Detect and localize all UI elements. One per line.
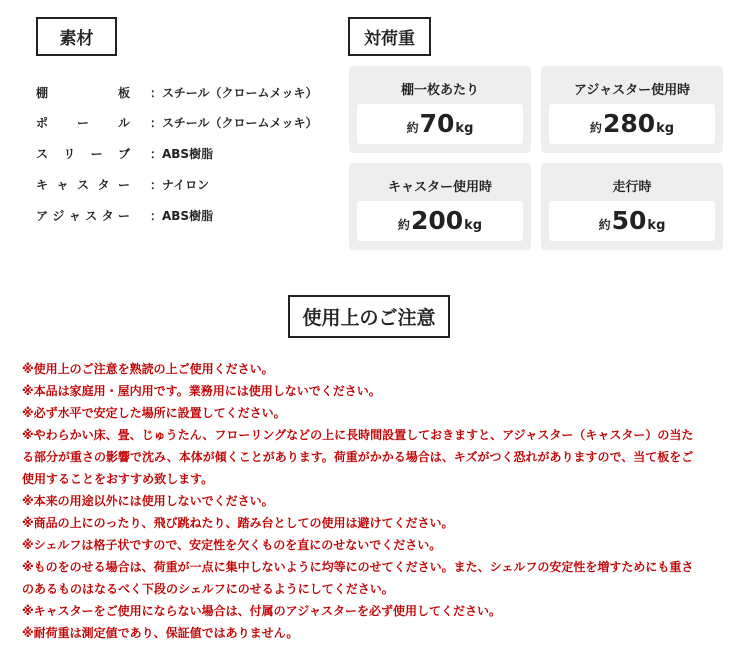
load-card-adjuster [541, 66, 723, 153]
material-row [36, 205, 213, 225]
caution-line: ※シェルフは格子状ですので、安定性を欠くものを直にのせないでください。 [22, 538, 442, 552]
load-unit: kg [656, 121, 675, 136]
load-card-title: キャスター使用時 [387, 180, 492, 195]
material-label: 棚 板 [36, 85, 130, 100]
material-label: ア ジ ャ ス タ ー [36, 208, 130, 223]
caution-line: 使用することをおすすめ致します。 [22, 472, 214, 486]
load-card-value-box [357, 104, 523, 144]
load-unit: kg [464, 218, 483, 233]
caution-notes [22, 358, 728, 644]
caution-line: のあるものはなるべく下段のシェルフにのせるようにしてください。 [22, 582, 394, 596]
caution-line: る部分が重さの影響で沈み、本体が傾くことがあります。荷重がかかる場合は、キズがつく恐れがありますので、当て板をご [22, 450, 694, 464]
material-row [36, 82, 318, 102]
load-capacity-heading: 対荷重 [348, 17, 431, 56]
load-value: 70 [419, 109, 455, 138]
load-card-value-box [357, 201, 523, 241]
caution-line: ※耐荷重は測定値であり、保証値ではありません。 [22, 626, 299, 640]
material-row [36, 143, 213, 163]
load-value: 280 [602, 109, 656, 138]
material-value: ：ABS樹脂 [150, 146, 214, 161]
caution-line: ※やわらかい床、畳、じゅうたん、フローリングなどの上に長時間設置しておきますと、アジャスター（キャスター）の当た [22, 428, 694, 442]
load-unit: kg [647, 218, 666, 233]
load-prefix: 約 [406, 121, 419, 135]
material-row [36, 112, 318, 132]
load-prefix: 約 [397, 218, 410, 232]
material-value: ：ナイロン [150, 177, 210, 192]
load-card-caster [349, 163, 531, 250]
caution-line: ※キャスターをご使用にならない場合は、付属のアジャスターを必ず使用してください。 [22, 604, 501, 618]
material-value: ：ABS樹脂 [150, 208, 214, 223]
load-prefix: 約 [598, 218, 611, 232]
material-label: キ ャ ス タ ー [36, 177, 130, 192]
load-card-title: 棚一枚あたり [400, 83, 479, 98]
load-card-value-box [549, 104, 715, 144]
caution-line: ※商品の上にのったり、飛び跳ねたり、踏み台としての使用は避けてください。 [22, 516, 454, 530]
material-label: ス リ ー ブ [36, 146, 130, 161]
caution-line: ※ものをのせる場合は、荷重が一点に集中しないように均等にのせてください。また、シェルフの安定性を増すためにも重さ [22, 560, 694, 574]
material-label: ポ ー ル [36, 115, 130, 130]
load-value: 50 [611, 206, 647, 235]
material-value: ：スチール（クロームメッキ） [150, 115, 318, 130]
load-card-title: アジャスター使用時 [573, 83, 691, 98]
caution-line: ※必ず水平で安定した場所に設置してください。 [22, 406, 286, 420]
material-value: ：スチール（クロームメッキ） [150, 85, 318, 100]
load-card-value-box [549, 201, 715, 241]
material-heading: 素材 [36, 17, 117, 56]
caution-line: ※本来の用途以外には使用しないでください。 [22, 494, 274, 508]
caution-heading: 使用上のご注意 [288, 295, 450, 338]
caution-line: ※使用上のご注意を熟読の上ご使用ください。 [22, 362, 274, 376]
load-value: 200 [410, 206, 464, 235]
caution-line: ※本品は家庭用・屋内用です。業務用には使用しないでください。 [22, 384, 381, 398]
load-card-moving [541, 163, 723, 250]
load-card-per-shelf [349, 66, 531, 153]
load-unit: kg [455, 121, 474, 136]
material-row [36, 174, 209, 194]
load-card-title: 走行時 [612, 180, 652, 195]
load-prefix: 約 [589, 121, 602, 135]
